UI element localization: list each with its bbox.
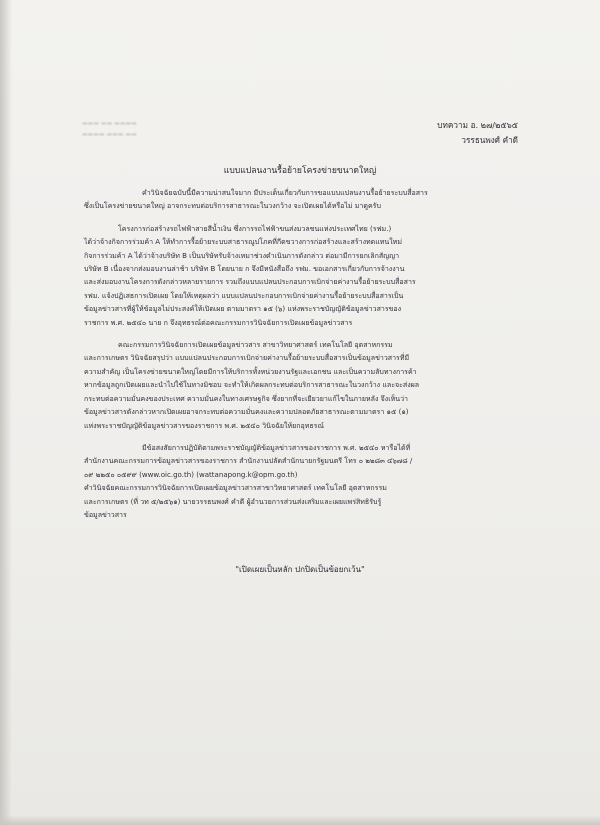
paragraph-line: ๐๙ ๒๒๕๐ ๐๕๙๙ (www.oic.go.th) (wattanapong.k@opm.go.th) [84, 469, 298, 479]
paragraph-line: ซึ่งเป็นโครงข่ายขนาดใหญ่ อาจกระทบต่อบริการสาธารณะในวงกว้าง จะเปิดเผยได้หรือไม่ มาดูครับ [84, 201, 381, 211]
paragraph-contact [84, 441, 529, 521]
paragraph-line: คณะกรรมการวินิจฉัยการเปิดเผยข้อมูลข่าวสาร สาขาวิทยาศาสตร์ เทคโนโลยี อุตสาหกรรม [118, 340, 393, 350]
reference-number: บทความ อ. ๒๗/๒๕๖๕ [437, 120, 518, 130]
paragraph-line: โครงการก่อสร้างรถไฟฟ้าสายสีน้ำเงิน ซึ่งการรถไฟฟ้าขนส่งมวลชนแห่งประเทศไทย (รฟม.) [118, 223, 392, 233]
paragraph-line: กิจการร่วมค้า A ได้ว่าจ้างบริษัท B เป็นบริษัทรับจ้างเหมาช่วงดำเนินการดังกล่าว ต่อมามีการยกเลิกสัญญา [84, 250, 400, 260]
paragraph-line: ข้อมูลข่าวสาร [84, 509, 127, 519]
paragraph-line: แห่งพระราชบัญญัติข้อมูลข่าวสารของราชการ พ.ศ. ๒๕๔๐ วินิจฉัยให้ยกอุทธรณ์ [84, 420, 324, 430]
paragraph-line: ความสำคัญ เป็นโครงข่ายขนาดใหญ่โดยมีการให้บริการทั้งหน่วยงานรัฐและเอกชน และเป็นความลับทางการค้า [84, 366, 417, 376]
scan-shadow-bottom [0, 815, 600, 825]
paragraph-line: และการเกษตร (ที่ วท ๕/๒๕๖๑) นายวรรธนพงศ์ คำดี ผู้อำนวยการส่วนส่งเสริมและเผยแพร่สิทธิรับรู้ [84, 496, 382, 506]
paragraph-line: ข้อมูลข่าวสารดังกล่าวหากเปิดเผยอาจกระทบต่อความมั่นคงและความปลอดภัยสาธารณะตามมาตรา ๑๕ (๑) [84, 407, 409, 417]
document-title: แบบแปลนงานรื้อย้ายโครงข่ายขนาดใหญ่ [223, 166, 377, 176]
bleed-through-text: ▬▬▬ ▬▬ ▬▬▬▬ ▬▬▬▬ ▬▬▬ ▬▬ [82, 120, 137, 138]
paragraph-line: ได้ว่าจ้างกิจการร่วมค้า A ให้ทำการรื้อย้ายระบบสาธารณูปโภคที่กีดขวางการก่อสร้างและสร้างทดแทนใหม่ [84, 237, 402, 247]
author-name: วรรธนพงศ์ คำดี [461, 135, 518, 145]
paragraph-line: รฟม. แจ้งปฏิเสธการเปิดเผย โดยให้เหตุผลว่า แบบแปลนประกอบการเบิกจ่ายค่างานรื้อย้ายระบบสื่อสารเป็น [84, 290, 404, 300]
paragraph-line: และการเกษตร วินิจฉัยสรุปว่า แบบแปลนประกอบการเบิกจ่ายค่างานรื้อย้ายระบบสื่อสารเป็นข้อมูลข่าวสารที่มี [84, 353, 410, 363]
paragraph-line: สำนักงานคณะกรรมการข้อมูลข่าวสารของราชการ สำนักงานปลัดสำนักนายกรัฐมนตรี โทร ๐ ๒๒๘๓ ๔๖๗๘ / [84, 456, 413, 466]
paragraph-line: คำวินิจฉัยคณะกรรมการวินิจฉัยการเปิดเผยข้อมูลข่าวสารสาขาวิทยาศาสตร์ เทคโนโลยี อุตสาหกรรม [84, 483, 387, 493]
document-body [84, 186, 529, 528]
paragraph-line: และส่งมอบงานโครงการดังกล่าวหลายรายการ รวมถึงแบบแปลนประกอบการเบิกจ่ายค่างานรื้อย้ายระบบสื่อสาร [84, 277, 416, 287]
slogan: "เปิดเผยเป็นหลัก ปกปิดเป็นข้อยกเว้น" [235, 565, 365, 574]
paragraph-line: ข้อมูลข่าวสารที่ผู้ให้ข้อมูลไม่ประสงค์ให้เปิดเผย ตามมาตรา ๑๕ (๖) แห่งพระราชบัญญัติข้อมูลข่าวสารของ [84, 304, 402, 314]
paragraph-decision [84, 338, 529, 432]
scan-shadow-left [0, 0, 12, 825]
paragraph-line: ราชการ พ.ศ. ๒๕๔๐ นาย ก จึงอุทธรณ์ต่อคณะกรรมการวินิจฉัยการเปิดเผยข้อมูลข่าวสาร [84, 317, 353, 327]
paragraph-line: บริษัท B เนื่องจากส่งมอบงานล่าช้า บริษัท B โดยนาย ก จึงมีหนังสือถึง รฟม. ขอเอกสารเกี่ยวกับการจ้างงาน [84, 264, 405, 274]
paragraph-line: กระทบต่อความมั่นคงของประเทศ ความมั่นคงในทางเศรษฐกิจ ซึ่งยากที่จะเยียวยาแก้ไขในภายหลัง จึงเห็นว่า [84, 393, 408, 403]
paragraph-line: คำวินิจฉัยฉบับนี้มีความน่าสนใจมาก มีประเด็นเกี่ยวกับการขอแบบแปลนงานรื้อย้ายระบบสื่อสาร [142, 188, 428, 197]
paragraph-line: มีข้อสงสัยการปฏิบัติตามพระราชบัญญัติข้อมูลข่าวสารของราชการ พ.ศ. ๒๕๔๐ หารือได้ที่ [142, 442, 411, 452]
paragraph-intro [84, 186, 529, 213]
paragraph-facts [84, 222, 529, 329]
document-reference [437, 118, 518, 148]
paragraph-line: หากข้อมูลถูกเปิดเผยและนำไปใช้ในทางมิชอบ จะทำให้เกิดผลกระทบต่อบริการสาธารณะในวงกว้าง และจะส่งผล [84, 380, 420, 390]
